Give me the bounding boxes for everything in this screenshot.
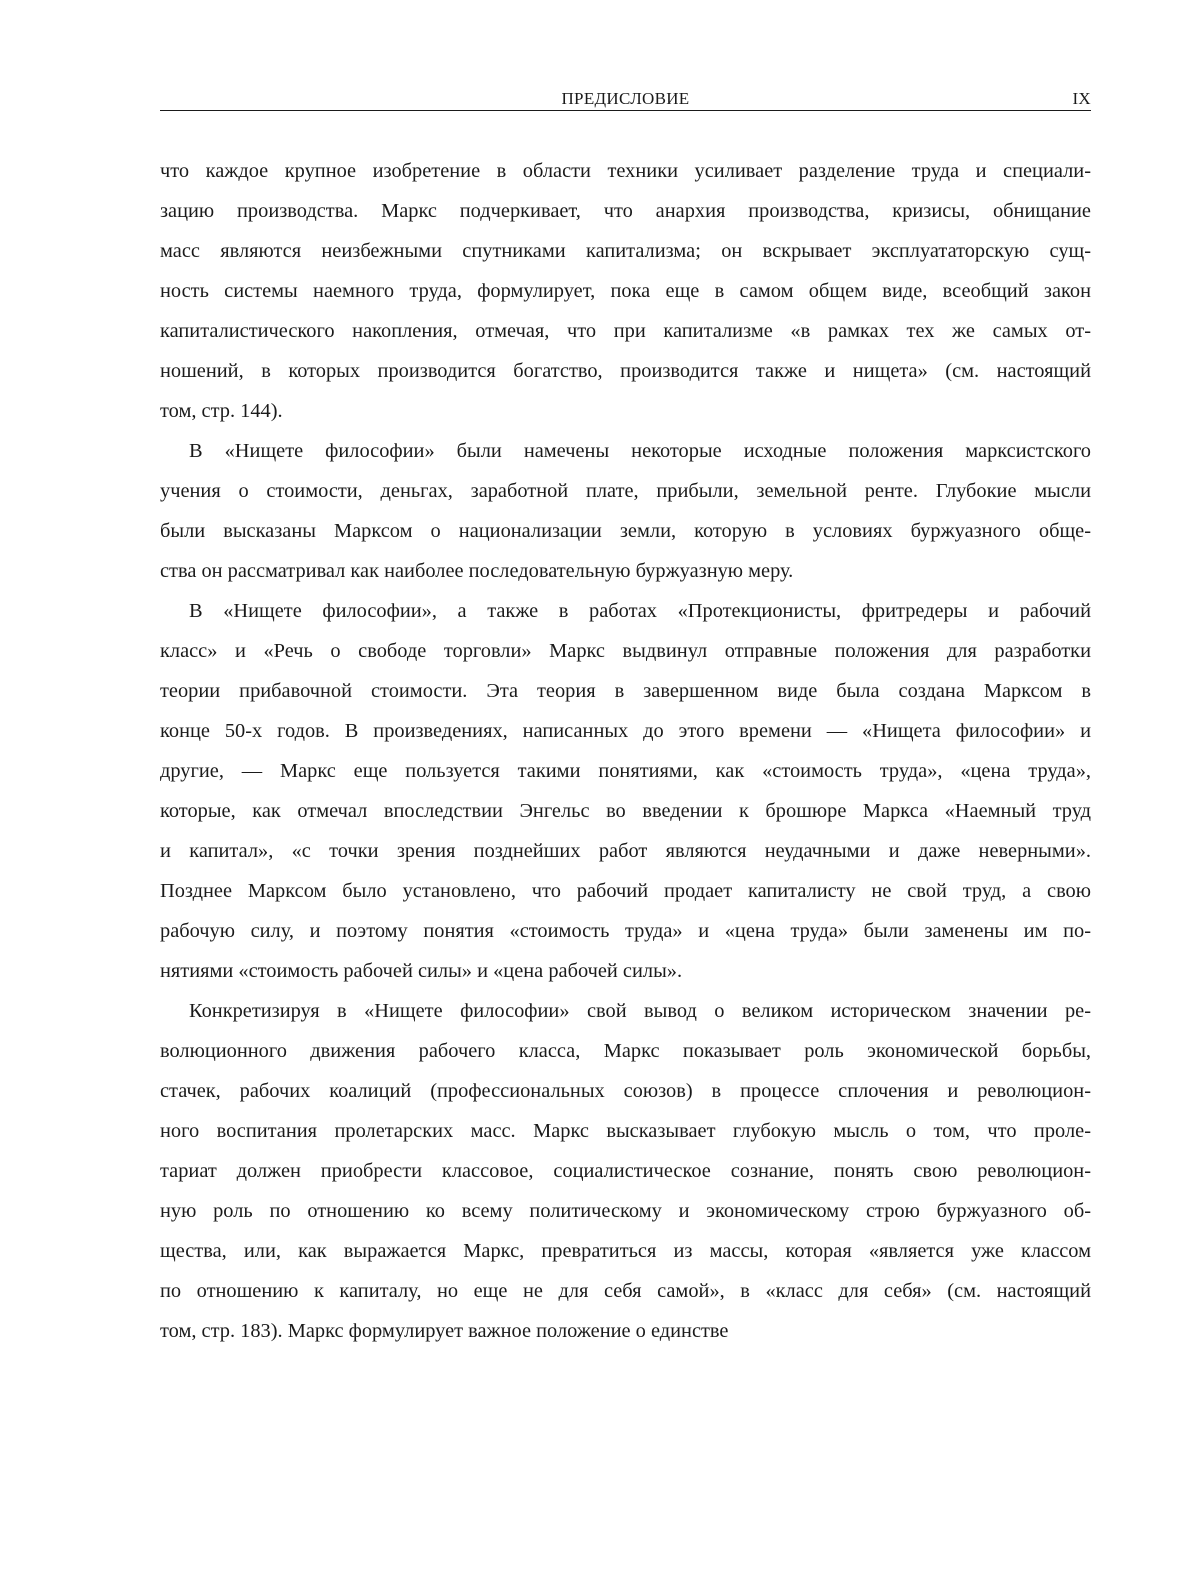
text-line: том, стр. 183). Маркс формулирует важное положение о единстве: [160, 1320, 729, 1342]
text-line: том, стр. 144).: [160, 400, 283, 422]
text-line: были высказаны Марксом о национализации земли, которую в условиях буржуазного обще-: [160, 520, 1091, 542]
text-line: стачек, рабочих коалиций (профессиональных союзов) в процессе сплочения и революцион-: [160, 1080, 1091, 1102]
text-line: Конкретизируя в «Нищете философии» свой вывод о великом историческом значении ре-: [189, 1000, 1091, 1022]
text-line: волюционного движения рабочего класса, Маркс показывает роль экономической борьбы,: [160, 1040, 1091, 1062]
text-line: В «Нищете философии» были намечены некоторые исходные положения марксистского: [189, 440, 1091, 462]
text-line: учения о стоимости, деньгах, заработной плате, прибыли, земельной ренте. Глубокие мысли: [160, 480, 1091, 502]
paragraph: [160, 151, 1091, 431]
text-line: ства он рассматривал как наиболее последовательную буржуазную меру.: [160, 560, 794, 582]
text-line: другие, — Маркс еще пользуется такими понятиями, как «стоимость труда», «цена труда»,: [160, 760, 1091, 782]
text-line: щества, или, как выражается Маркс, превратиться из массы, которая «является уже классом: [160, 1240, 1091, 1262]
running-header-title: ПРЕДИСЛОВИЕ: [561, 89, 690, 108]
text-line: конце 50-х годов. В произведениях, написанных до этого времени — «Нищета философии» и: [160, 720, 1091, 742]
text-line: которые, как отмечал впоследствии Энгельс во введении к брошюре Маркса «Наемный труд: [160, 800, 1091, 822]
text-line: В «Нищете философии», а также в работах «Протекционисты, фритредеры и рабочий: [189, 600, 1091, 622]
paragraph: [160, 991, 1091, 1351]
text-line: класс» и «Речь о свободе торговли» Маркс выдвинул отправные положения для разработки: [160, 640, 1091, 662]
text-line: Позднее Марксом было установлено, что рабочий продает капиталисту не свой труд, а свою: [160, 880, 1091, 902]
text-line: ношений, в которых производится богатство, производится также и нищета» (см. настоящий: [160, 360, 1091, 382]
book-page: [160, 88, 1091, 1351]
body-text: [160, 151, 1091, 1351]
text-line: ного воспитания пролетарских масс. Маркс высказывает глубокую мысль о том, что проле-: [160, 1120, 1091, 1142]
text-line: ную роль по отношению ко всему политическому и экономическому строю буржуазного об-: [160, 1200, 1091, 1222]
text-line: ность системы наемного труда, формулирует, пока еще в самом общем виде, всеобщий закон: [160, 280, 1091, 302]
text-line: масс являются неизбежными спутниками капитализма; он вскрывает эксплуататорскую сущ-: [160, 240, 1091, 262]
text-line: рабочую силу, и поэтому понятия «стоимость труда» и «цена труда» были заменены им по-: [160, 920, 1091, 942]
text-line: и капитал», «с точки зрения позднейших работ являются неудачными и даже неверными».: [160, 840, 1091, 862]
text-line: что каждое крупное изобретение в области техники усиливает разделение труда и специали-: [160, 160, 1091, 182]
page-number: IX: [1072, 89, 1091, 108]
running-header: [160, 88, 1091, 111]
paragraph: [160, 431, 1091, 591]
text-line: зацию производства. Маркс подчеркивает, что анархия производства, кризисы, обнищание: [160, 200, 1091, 222]
paragraph: [160, 591, 1091, 991]
text-line: теории прибавочной стоимости. Эта теория в завершенном виде была создана Марксом в: [160, 680, 1091, 702]
text-line: тариат должен приобрести классовое, социалистическое сознание, понять свою революцион-: [160, 1160, 1091, 1182]
text-line: нятиями «стоимость рабочей силы» и «цена рабочей силы».: [160, 960, 683, 982]
text-line: капиталистического накопления, отмечая, что при капитализме «в рамках тех же самых от-: [160, 320, 1091, 342]
text-line: по отношению к капиталу, но еще не для себя самой», в «класс для себя» (см. настоящий: [160, 1280, 1091, 1302]
